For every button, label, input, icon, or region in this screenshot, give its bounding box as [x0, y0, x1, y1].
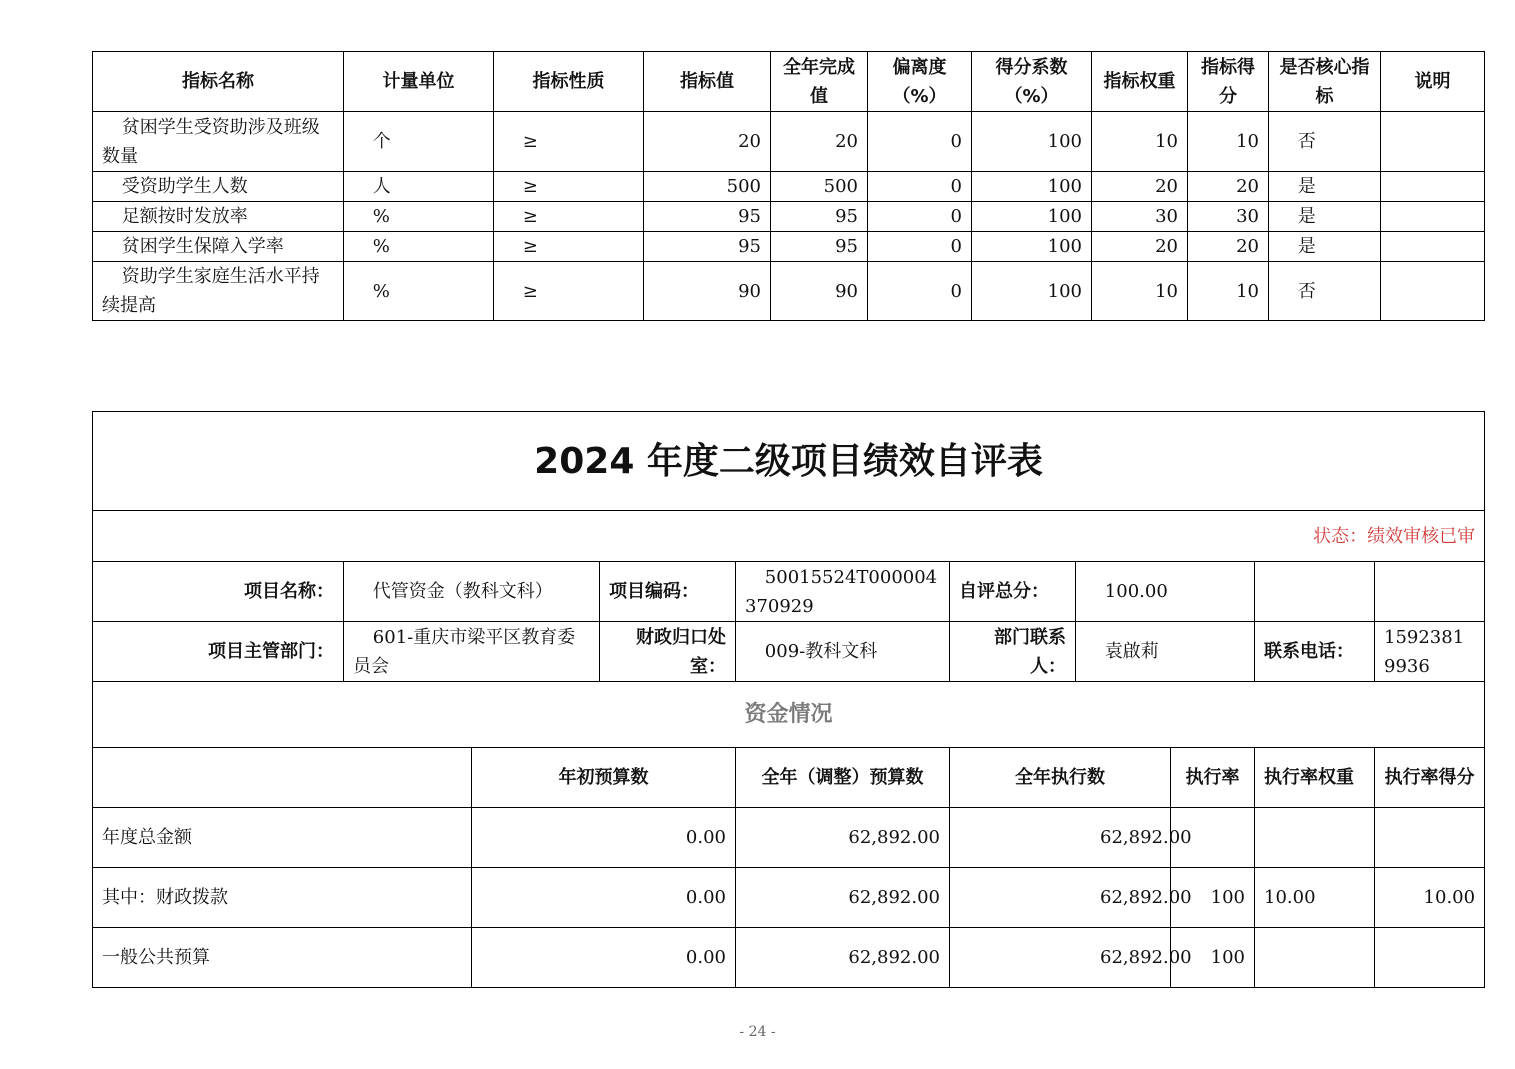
cell-core: 否 — [1269, 262, 1381, 321]
cell-note — [1381, 172, 1485, 202]
funds-row-initial: 0.00 — [472, 868, 736, 928]
header-deviation: 偏离度（%） — [868, 52, 972, 112]
finance-office-value: 009-教科文科 — [736, 622, 950, 682]
funds-row-adjusted: 62,892.00 — [736, 928, 950, 988]
header-unit: 计量单位 — [344, 52, 494, 112]
funds-row-executed: 62,892.00 — [950, 928, 1171, 988]
cell-nature: ≥ — [494, 112, 644, 172]
finance-office-label: 财政归口处室： — [600, 622, 736, 682]
cell-deviation: 0 — [868, 172, 972, 202]
cell-deviation: 0 — [868, 112, 972, 172]
cell-completed: 20 — [771, 112, 868, 172]
table-row — [93, 928, 1485, 988]
cell-nature: ≥ — [494, 172, 644, 202]
table-row — [93, 112, 1485, 172]
header-value: 指标值 — [644, 52, 771, 112]
cell-coef: 100 — [972, 232, 1092, 262]
cell-name: 贫困学生受资助涉及班级数量 — [93, 112, 344, 172]
cell-core: 否 — [1269, 112, 1381, 172]
cell-score: 10 — [1188, 112, 1269, 172]
funds-row-rate-score — [1375, 808, 1485, 868]
cell-nature: ≥ — [494, 262, 644, 321]
table-row — [93, 808, 1485, 868]
total-score-label: 自评总分： — [950, 562, 1076, 622]
funds-row-rate-weight — [1255, 808, 1375, 868]
table-row — [93, 202, 1485, 232]
cell-weight: 10 — [1092, 112, 1188, 172]
header-score: 指标得分 — [1188, 52, 1269, 112]
cell-deviation: 0 — [868, 202, 972, 232]
form-title: 2024 年度二级项目绩效自评表 — [93, 412, 1485, 511]
funds-header-initial: 年初预算数 — [472, 748, 736, 808]
funds-header-executed: 全年执行数 — [950, 748, 1171, 808]
funds-row-rate-weight — [1255, 928, 1375, 988]
funds-row-label: 其中：财政拨款 — [93, 868, 472, 928]
funds-header-rate-score: 执行率得分 — [1375, 748, 1485, 808]
cell-name: 足额按时发放率 — [93, 202, 344, 232]
header-weight: 指标权重 — [1092, 52, 1188, 112]
cell-coef: 100 — [972, 262, 1092, 321]
project-code-value: 50015524T000004370929 — [736, 562, 950, 622]
table-row — [93, 232, 1485, 262]
funds-row-executed: 62,892.00 — [950, 808, 1171, 868]
cell-note — [1381, 262, 1485, 321]
cell-deviation: 0 — [868, 232, 972, 262]
funds-header-blank — [93, 748, 472, 808]
cell-nature: ≥ — [494, 202, 644, 232]
cell-name: 资助学生家庭生活水平持续提高 — [93, 262, 344, 321]
table-row — [93, 262, 1485, 321]
header-nature: 指标性质 — [494, 52, 644, 112]
header-note: 说明 — [1381, 52, 1485, 112]
cell-value: 20 — [644, 112, 771, 172]
funds-row-rate-score — [1375, 928, 1485, 988]
cell-score: 20 — [1188, 232, 1269, 262]
cell-unit: 个 — [344, 112, 494, 172]
cell-value: 95 — [644, 232, 771, 262]
cell-unit: 人 — [344, 172, 494, 202]
funds-row-rate: 100 — [1171, 868, 1255, 928]
project-name-label: 项目名称： — [93, 562, 344, 622]
cell-completed: 90 — [771, 262, 868, 321]
cell-note — [1381, 232, 1485, 262]
funds-header-row — [93, 748, 1485, 808]
status-badge: 状态：绩效审核已审 — [93, 511, 1485, 562]
funds-header-adjusted: 全年（调整）预算数 — [736, 748, 950, 808]
funds-row-rate: 100 — [1171, 928, 1255, 988]
eval-form-table — [92, 411, 1485, 988]
indicator-table — [92, 51, 1485, 321]
cell-value: 500 — [644, 172, 771, 202]
funds-row-adjusted: 62,892.00 — [736, 808, 950, 868]
empty-cell — [1255, 562, 1375, 622]
cell-weight: 20 — [1092, 232, 1188, 262]
cell-weight: 20 — [1092, 172, 1188, 202]
empty-cell — [1375, 562, 1485, 622]
dept-label: 项目主管部门： — [93, 622, 344, 682]
table-row — [93, 868, 1485, 928]
cell-core: 是 — [1269, 232, 1381, 262]
project-name-value: 代管资金（教科文科） — [344, 562, 600, 622]
funds-row-initial: 0.00 — [472, 928, 736, 988]
cell-unit: % — [344, 202, 494, 232]
cell-completed: 500 — [771, 172, 868, 202]
phone-label: 联系电话： — [1255, 622, 1375, 682]
cell-deviation: 0 — [868, 262, 972, 321]
cell-core: 是 — [1269, 172, 1381, 202]
page-number: - 24 - — [739, 1024, 776, 1040]
cell-coef: 100 — [972, 202, 1092, 232]
funds-heading: 资金情况 — [93, 682, 1485, 748]
cell-note — [1381, 112, 1485, 172]
project-code-label: 项目编码： — [600, 562, 736, 622]
funds-row-adjusted: 62,892.00 — [736, 868, 950, 928]
cell-unit: % — [344, 262, 494, 321]
funds-row-rate-score: 10.00 — [1375, 868, 1485, 928]
cell-core: 是 — [1269, 202, 1381, 232]
cell-note — [1381, 202, 1485, 232]
header-coef: 得分系数（%） — [972, 52, 1092, 112]
contact-label: 部门联系人： — [950, 622, 1076, 682]
total-score-value: 100.00 — [1076, 562, 1255, 622]
contact-value: 袁啟莉 — [1076, 622, 1255, 682]
cell-weight: 30 — [1092, 202, 1188, 232]
cell-nature: ≥ — [494, 232, 644, 262]
header-name: 指标名称 — [93, 52, 344, 112]
cell-name: 贫困学生保障入学率 — [93, 232, 344, 262]
cell-score: 10 — [1188, 262, 1269, 321]
cell-value: 90 — [644, 262, 771, 321]
funds-row-label: 年度总金额 — [93, 808, 472, 868]
cell-score: 30 — [1188, 202, 1269, 232]
dept-value: 601-重庆市梁平区教育委员会 — [344, 622, 600, 682]
indicator-header-row — [93, 52, 1485, 112]
funds-row-executed: 62,892.00 — [950, 868, 1171, 928]
phone-value: 15923819936 — [1375, 622, 1485, 682]
header-core: 是否核心指标 — [1269, 52, 1381, 112]
cell-name: 受资助学生人数 — [93, 172, 344, 202]
cell-coef: 100 — [972, 172, 1092, 202]
cell-score: 20 — [1188, 172, 1269, 202]
header-completed: 全年完成值 — [771, 52, 868, 112]
table-row — [93, 172, 1485, 202]
cell-weight: 10 — [1092, 262, 1188, 321]
cell-completed: 95 — [771, 232, 868, 262]
funds-row-rate-weight: 10.00 — [1255, 868, 1375, 928]
cell-coef: 100 — [972, 112, 1092, 172]
funds-header-rate-weight: 执行率权重 — [1255, 748, 1375, 808]
funds-row-initial: 0.00 — [472, 808, 736, 868]
funds-row-label: 一般公共预算 — [93, 928, 472, 988]
cell-completed: 95 — [771, 202, 868, 232]
cell-value: 95 — [644, 202, 771, 232]
funds-header-rate: 执行率 — [1171, 748, 1255, 808]
cell-unit: % — [344, 232, 494, 262]
